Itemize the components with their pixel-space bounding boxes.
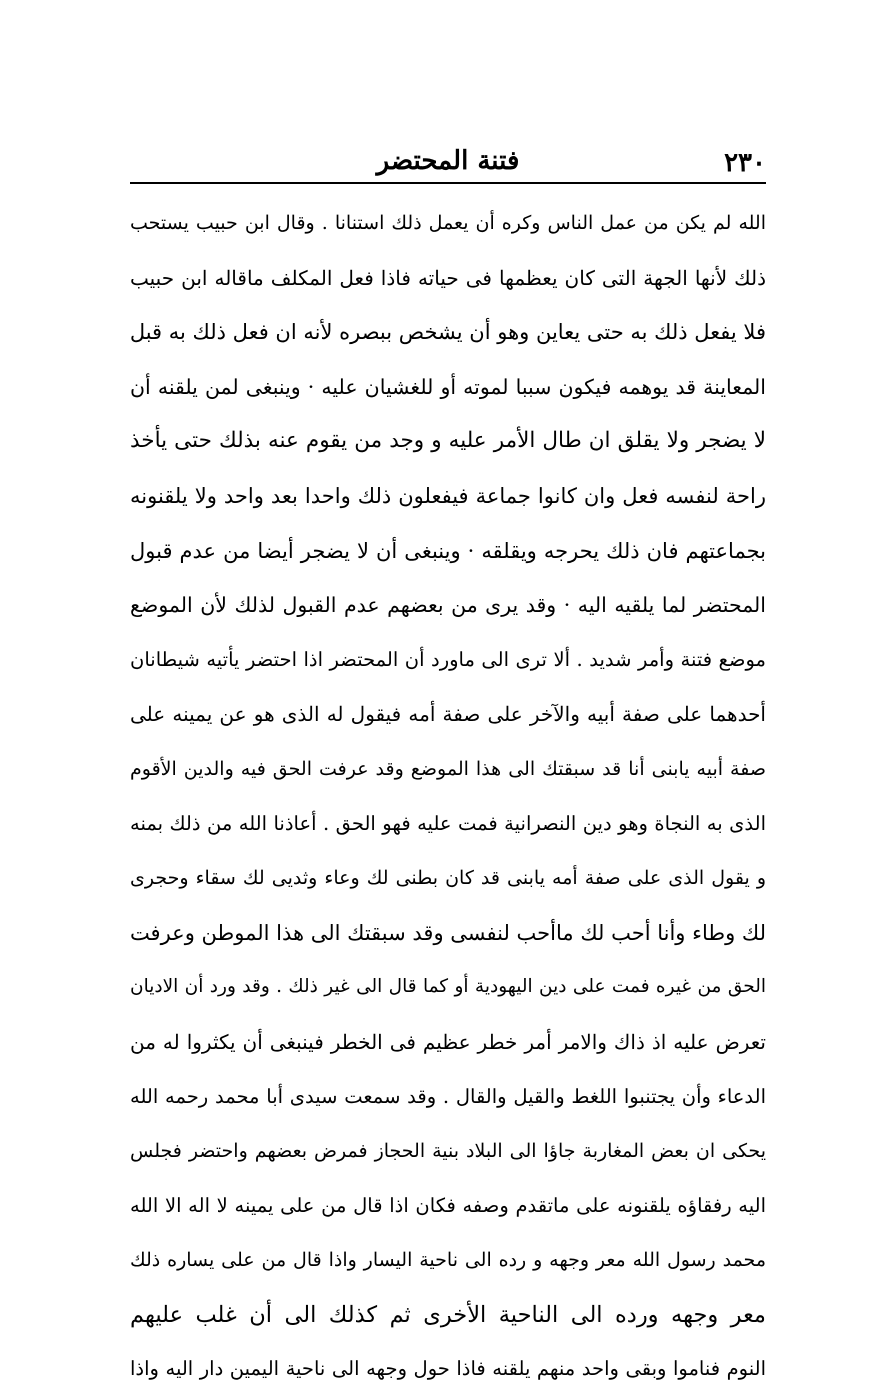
text-line: تعرض عليه اذ ذاك والامر أمر خطر عظيم فى الخطر فينبغى أن يكثروا له من [130,1029,766,1054]
text-line: معر وجهه ورده الى الناحية الأخرى ثم كذلك الى أن غلب عليهم [130,1301,766,1328]
text-line: لا يضجر ولا يقلق ان طال الأمر عليه و وجد من يقوم عنه بذلك حتى يأخذ [130,428,766,454]
text-line: النوم فناموا وبقى واحد منهم يلقنه فاذا حول وجهه الى ناحية اليمين دار اليه واذا [130,1357,766,1381]
text-line: لك وطاء وأنا أحب لك ماأحب لنفسى وقد سبقتك الى هذا الموطن وعرفت [130,920,766,945]
text-line: أحدهما على صفة أبيه والآخر على صفة أمه فيقول له الذى هو عن يمينه على [130,702,766,727]
running-title: فتنة المحتضر [376,146,520,176]
header-rule [130,182,766,184]
text-line: موضع فتنة وأمر شديد . ألا ترى الى ماورد أن المحتضر اذا احتضر يأتيه شيطانان [130,647,766,671]
text-line: المعاينة قد يوهمه فيكون سببا لموته أو للغشيان عليه · وينبغى لمن يلقنه أن [130,374,766,399]
text-line: الدعاء وأن يجتنبوا اللغط والقيل والقال . وقد سمعت سيدى أبا محمد رحمه الله [130,1084,766,1108]
page-header [130,142,766,184]
text-line: و يقول الذى على صفة أمه يابنى قد كان بطنى لك وعاء وثديى لك سقاء وحجرى [130,867,766,890]
text-line: محمد رسول الله معر وجهه و رده الى ناحية اليسار واذا قال من على يساره ذلك [130,1249,766,1272]
text-line: الذى به النجاة وهو دين النصرانية فمت عليه فهو الحق . أعاذنا الله من ذلك بمنه [130,811,766,835]
text-line: فلا يفعل ذلك به حتى يعاين وهو أن يشخص ببصره لأنه ان فعل ذلك به قبل [130,320,766,345]
text-line: المحتضر لما يلقيه اليه · وقد يرى من بعضهم عدم القبول لذلك لأن الموضع [130,593,766,618]
text-line: الحق من غيره فمت على دين اليهودية أو كما قال الى غير ذلك . وقد ورد أن الاديان [130,976,766,998]
text-line: الله لم يكن من عمل الناس وكره أن يعمل ذلك استنانا . وقال ابن حبيب يستحب [130,212,766,234]
text-line: راحة لنفسه فعل وان كانوا جماعة فيفعلون ذلك واحدا بعد واحد ولا يلقنونه [130,483,766,508]
text-line: صفة أبيه يابنى أنا قد سبقتك الى هذا الموضع وقد عرفت الحق فيه والدين الأقوم [130,757,766,780]
text-line: ذلك لأنها الجهة التى كان يعظمها فى حياته فاذا فعل المكلف ماقاله ابن حبيب [130,265,766,290]
page-number: ٢٣٠ [724,148,766,178]
text-line: اليه رفقاؤه يلقنونه على ماتقدم وصفه فكان اذا قال من على يمينه لا اله الا الله [130,1193,766,1217]
text-line: بجماعتهم فان ذلك يحرجه ويقلقه · وينبغى أن لا يضجر أيضا من عدم قبول [130,538,766,563]
body-text [130,196,766,1397]
text-line: يحكى ان بعض المغاربة جاؤا الى البلاد بنية الحجاز فمرض بعضهم واحتضر فجلس [130,1140,766,1163]
